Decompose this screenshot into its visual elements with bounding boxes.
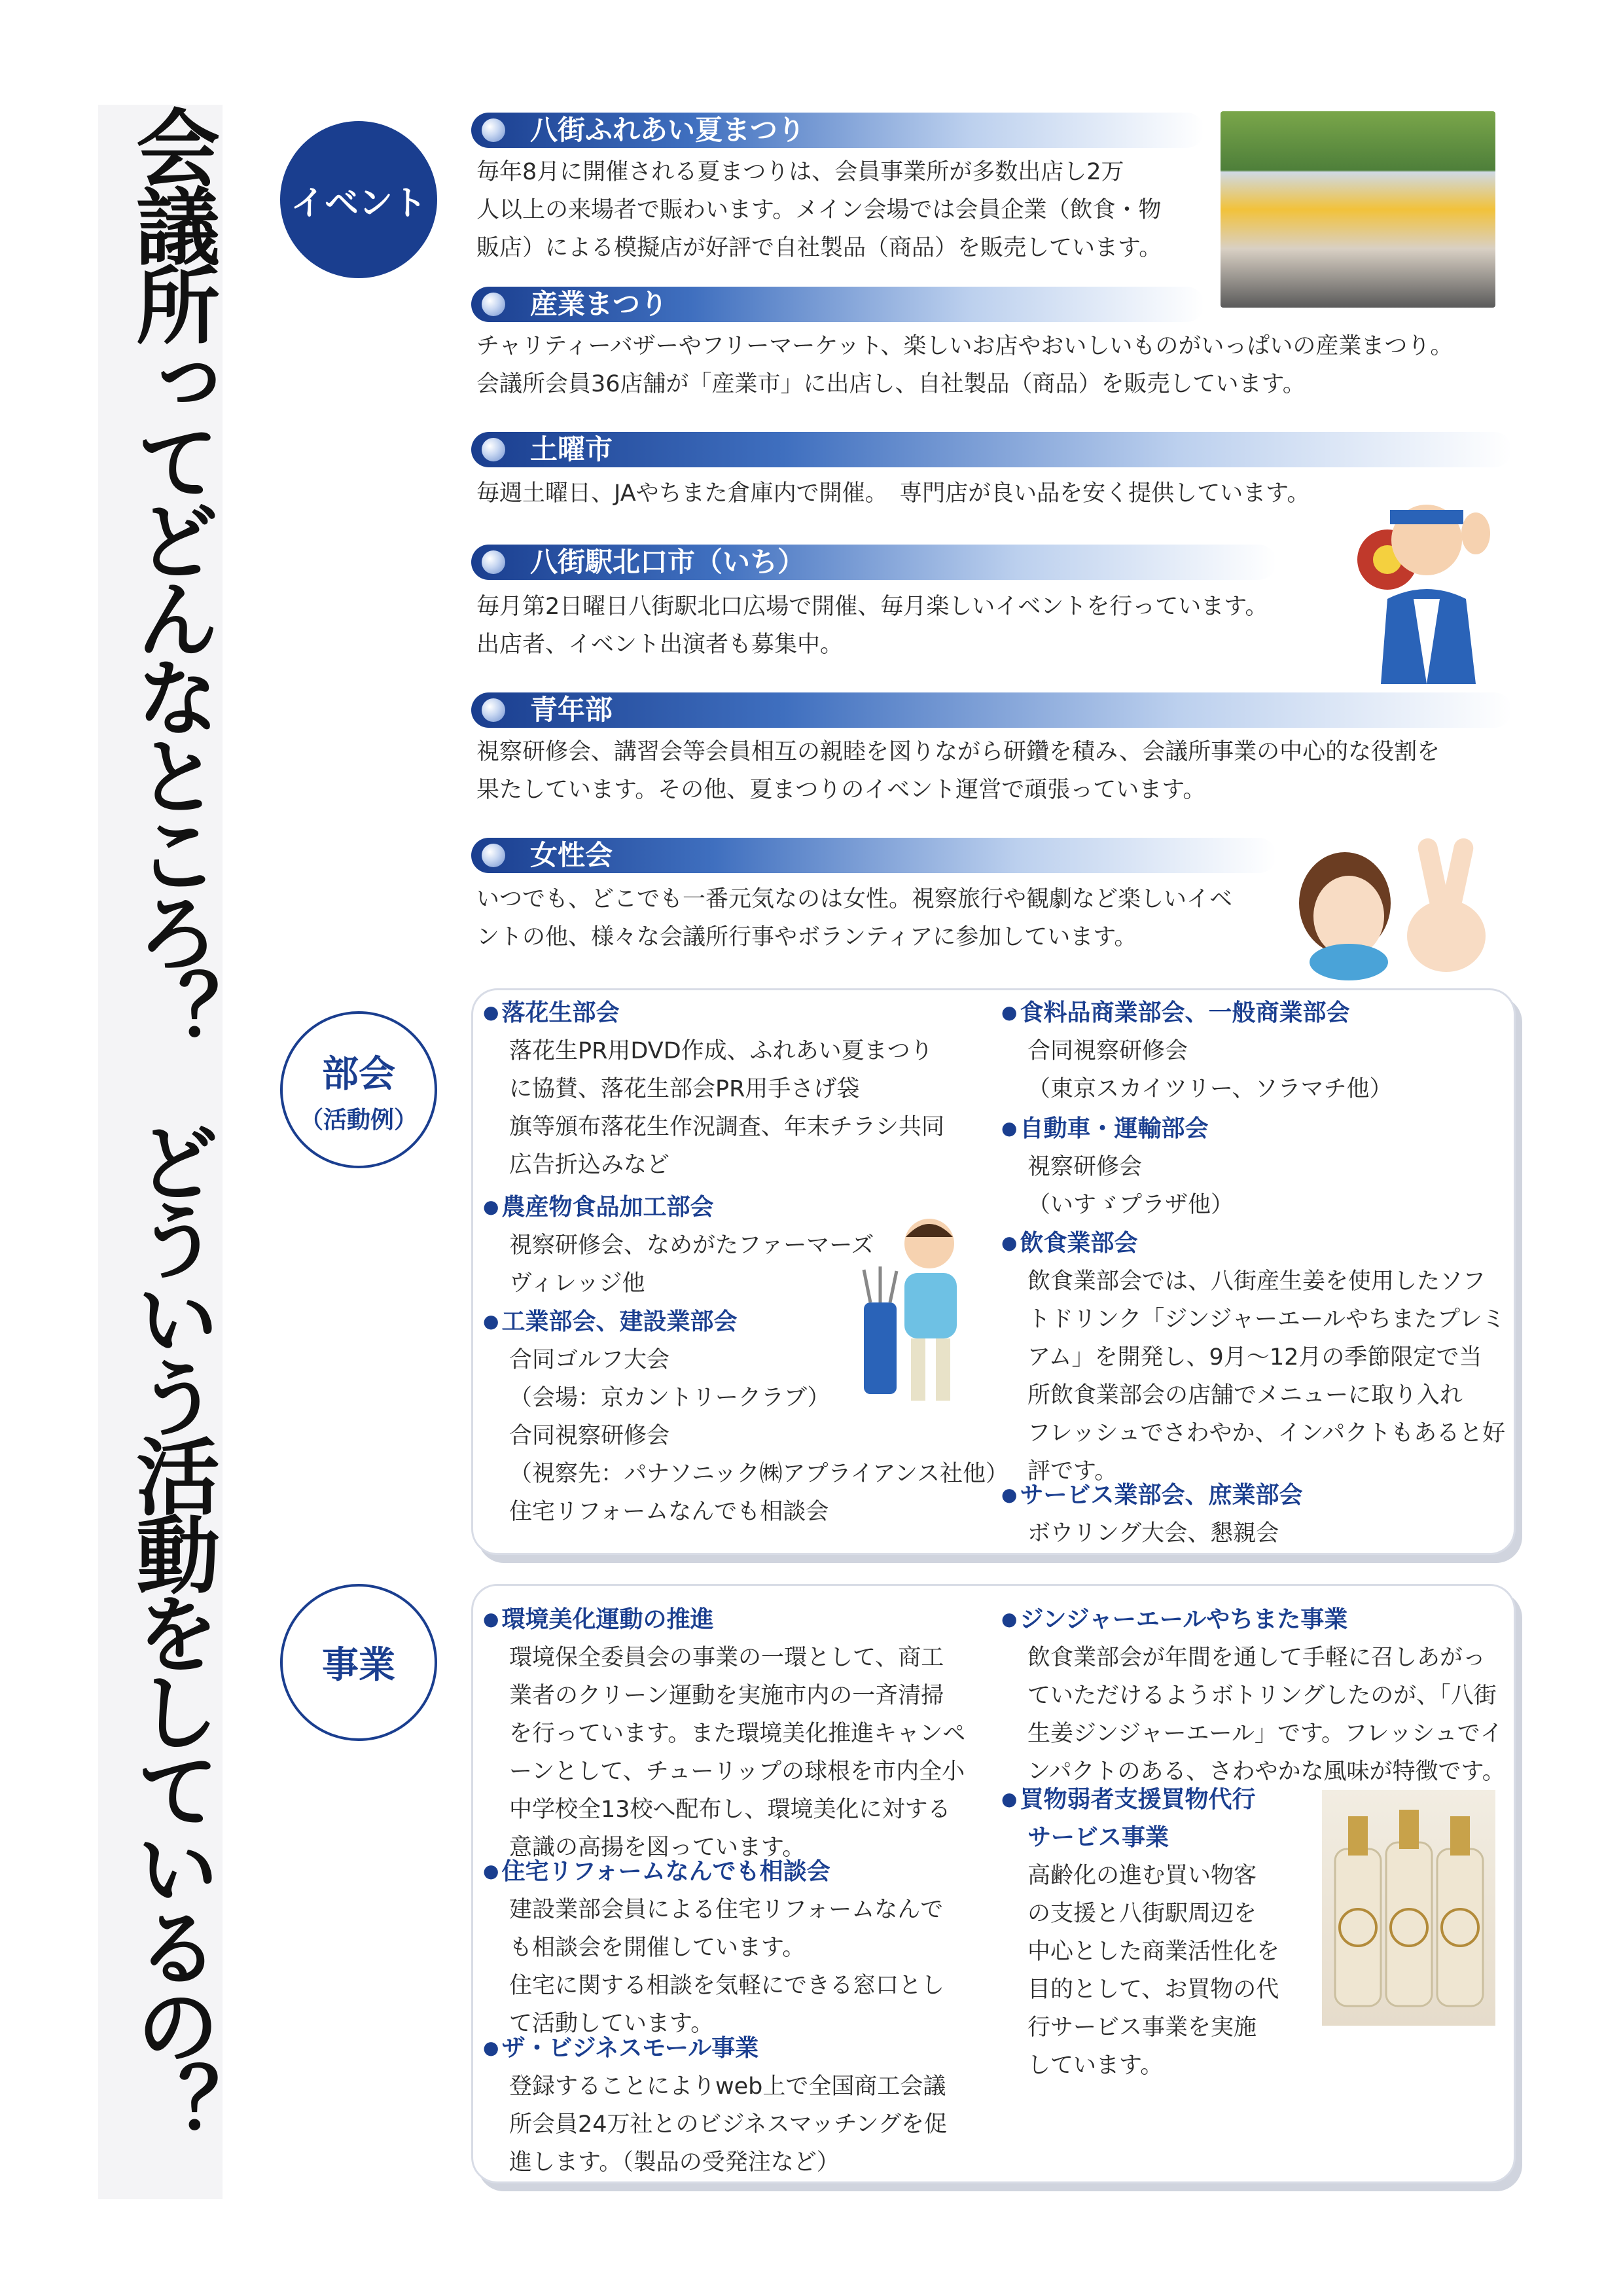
jigyo-item: ● 環境美化運動の推進 環境保全委員会の事業の一環として、商工 業者のクリーン運動を実施市内の一斉清掃 を行っています。また環境美化推進キャンペ ーンとして、チューリップの球根を市内全小 中学校全13校へ配布し、環境美化に対する 意識の高揚を図っています。 — [483, 1600, 965, 1867]
bullet-icon — [482, 550, 505, 574]
jigyo-item: ● ジンジャーエールやちまた事業 飲食業部会が年間を通して手軽に召しあがっ ていただけるようボトリングしたのが、「八街 生姜ジンジャーエール」です。フレッシュでイ ンパクトのある、さわやかな風味が特徴です。 — [1001, 1600, 1505, 1791]
jigyo-item: ● ザ・ビジネスモール事業 登録することによりweb上で全国商工会議 所会員24万社とのビジネスマッチングを促 進します。（製品の受発注など） — [483, 2029, 947, 2181]
event-header: 青年部 — [471, 692, 1512, 728]
golfer-illustration — [851, 1211, 982, 1407]
event-header: 八街駅北口市（いち） — [471, 545, 1276, 580]
bukai-item: ● 農産物食品加工部会 視察研修会、なめがたファーマーズ ヴィレッジ他 — [483, 1188, 874, 1302]
bukai-item: ● 落花生部会 落花生PR用DVD作成、ふれあい夏まつり に協賛、落花生部会PR用手さげ袋 旗等頒布落花生作況調査、年末チラシ共同 広告折込みなど — [483, 994, 944, 1184]
jigyo-section-badge: 事業 — [280, 1584, 437, 1741]
bullet-icon — [482, 438, 505, 461]
event-body: 毎月第2日曜日八街駅北口広場で開催、毎月楽しいイベントを行っています。 出店者、イベント出演者も募集中。 — [476, 594, 1268, 658]
bukai-section-badge: 部会 （活動例） — [280, 1011, 437, 1168]
ginger-ale-bottles-photo — [1322, 1790, 1495, 2026]
jigyo-item: ● 住宅リフォームなんでも相談会 建設業部会員による住宅リフォームなんで も相談会を開催しています。 住宅に関する相談を気軽にできる窓口とし て活動しています。 — [483, 1852, 944, 2043]
bullet-icon — [482, 698, 505, 722]
bullet-icon — [482, 118, 505, 142]
title-line-2: どういう活動をしているの？ — [122, 1119, 219, 2140]
bukai-item: ● サービス業部会、庶業部会 ボウリング大会、懇親会 — [1001, 1476, 1302, 1552]
event-body: いつでも、どこでも一番元気なのは女性。視察旅行や観劇など楽しいイベ ントの他、様々な会議所行事やボランティアに参加しています。 — [476, 886, 1233, 950]
bukai-item: ● 工業部会、建設業部会 合同ゴルフ大会 （会場：京カントリークラブ） 合同視察研修会 （視察先：パナソニック㈱アプライアンス社他） 住宅リフォームなんでも相談会 — [483, 1302, 1008, 1531]
event-header: 女性会 — [471, 838, 1276, 873]
jigyo-item-title-cont: サービス事業 — [1027, 1824, 1169, 1851]
page-title — [121, 105, 219, 2140]
bukai-item: ● 飲食業部会 飲食業部会では、八街産生姜を使用したソフ トドリンク「ジンジャーエールやちまたプレミ アム」を開発し、9月～12月の季節限定で当 所飲食業部会の店舗でメニューに取り入れ フレッシュでさわやか、インパクトもあると好 評です。 — [1001, 1224, 1505, 1490]
event-body: 毎年8月に開催される夏まつりは、会員事業所が多数出店し2万 人以上の来場者で賑わいます。メイン会場では会員企業（飲食・物 販店）による模擬店が好評で自社製品（商品）を販売しています。 — [476, 159, 1162, 261]
event-body: 毎週土曜日、JAやちまた倉庫内で開催。 専門店が良い品を安く提供しています。 — [476, 480, 1310, 507]
event-header: 土曜市 — [471, 432, 1512, 467]
bukai-item: ● 自動車・運輸部会 視察研修会 （いすゞプラザ他） — [1001, 1109, 1234, 1224]
happi-man-illustration — [1335, 488, 1499, 684]
event-header: 八街ふれあい夏まつり — [471, 113, 1204, 148]
bukai-item: ● 食料品商業部会、一般商業部会 合同視察研修会 （東京スカイツリー、ソラマチ他） — [1001, 994, 1393, 1108]
event-body: チャリティーバザーやフリーマーケット、楽しいお店やおいしいものがいっぱいの産業まつり。 会議所会員36店舗が「産業市」に出店し、自社製品（商品）を販売しています。 — [476, 333, 1454, 397]
bullet-icon — [482, 844, 505, 867]
event-body: 視察研修会、講習会等会員相互の親睦を図りながら研鑽を積み、会議所事業の中心的な役割を 果たしています。その他、夏まつりのイベント運営で頑張っています。 — [476, 739, 1440, 803]
event-section-badge: イベント — [280, 121, 437, 278]
summer-festival-photo — [1221, 111, 1495, 308]
peace-sign-woman-illustration — [1299, 825, 1495, 982]
title-line-1: 会議所ってどんなところ？ — [122, 105, 219, 1047]
jigyo-item: ● 買物弱者支援買物代行 サービス事業 高齢化の進む買い物客 の支援と八街駅周辺を 中心とした商業活性化を 目的として、お買物の代 行サービス事業を実施 しています。 — [1001, 1780, 1279, 2085]
bullet-icon — [482, 293, 505, 316]
event-header: 産業まつり — [471, 287, 1204, 322]
